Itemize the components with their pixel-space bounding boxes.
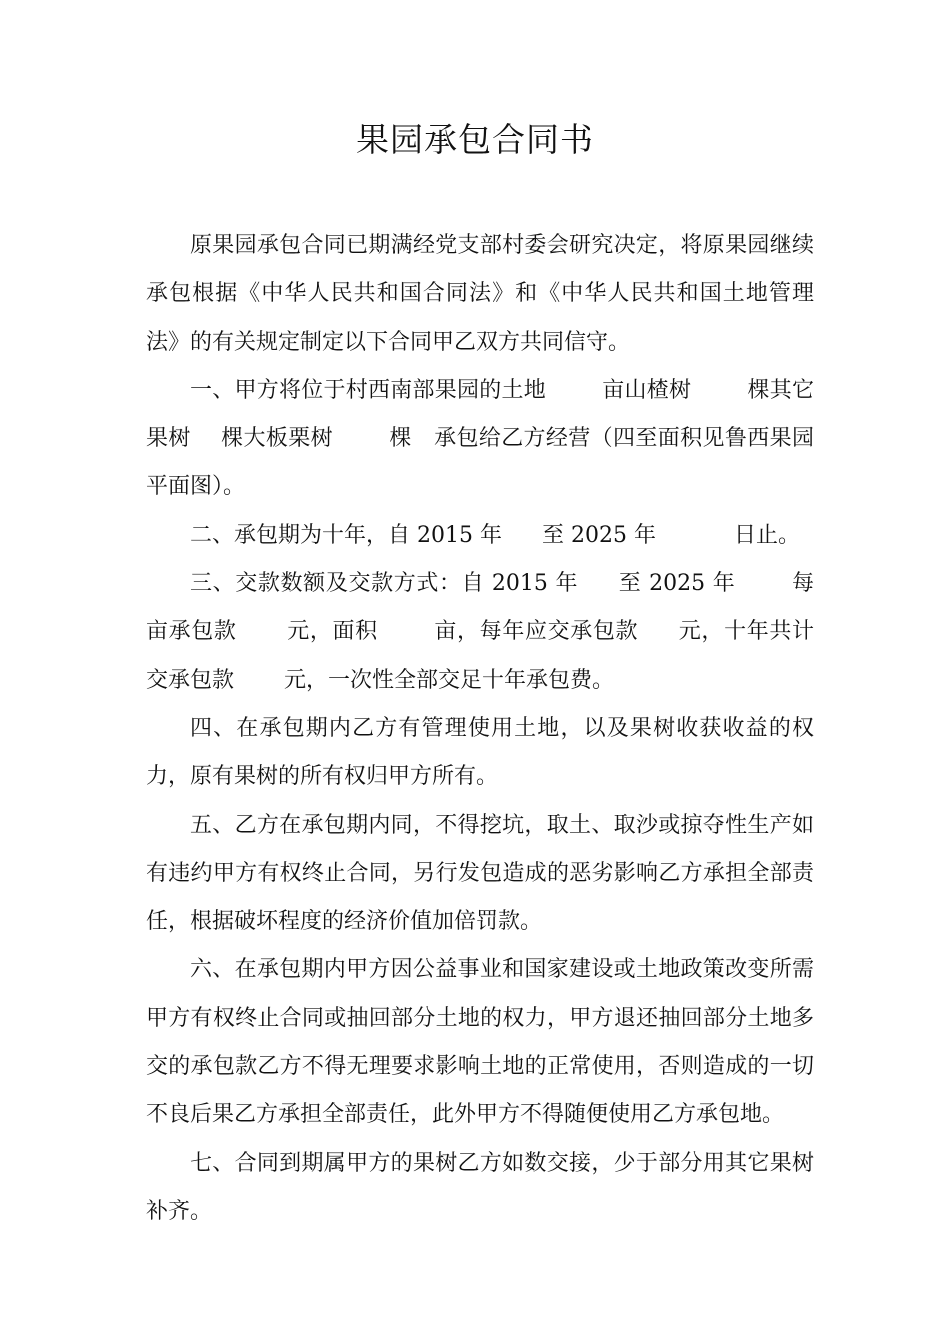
clause-3-part-7: 元，一次性全部交足十年承包费。	[284, 667, 615, 693]
clause-6: 六、在承包期内甲方因公益事业和国家建设或土地政策改变所需甲方有权终止合同或抽回部分土地的权力，甲方退还抽回部分土地多交的承包款乙方不得无理要求影响土地的正常使用，否则造成的一切不良后果乙方承担全部责任，此外甲方不得随便使用乙方承包地。	[146, 957, 814, 1128]
clause-3-part-4: 元，面积	[286, 619, 378, 645]
clause-7: 七、合同到期属甲方的果树乙方如数交接，少于部分用其它果树补齐。	[146, 1150, 814, 1224]
clause-3-part-6: 元，十年共计交承包款	[146, 619, 814, 693]
clause-1-part-4: 棵大板栗树	[220, 426, 333, 452]
clause-5: 五、乙方在承包期内同，不得挖坑，取土、取沙或掠夺性生产如有违约甲方有权终止合同，另行发包造成的恶劣影响乙方承担全部责任，根据破坏程度的经济价值加倍罚款。	[146, 812, 814, 935]
clause-1-part-2: 亩山楂树	[601, 377, 692, 403]
clause-3-part-3: 每亩承包款	[146, 571, 814, 645]
clause-2	[146, 512, 814, 560]
clause-3	[146, 560, 814, 705]
clause-2-part-2: 至 2025 年	[541, 522, 656, 548]
clause-3-part-2: 至 2025 年	[618, 571, 736, 597]
clause-2-part-1: 二、承包期为十年，自 2015 年	[190, 522, 502, 548]
document-title: 果园承包合同书	[356, 120, 594, 159]
clause-1	[146, 367, 814, 512]
clause-2-part-3: 日止。	[733, 522, 800, 548]
clause-1-part-6: 承包给乙方经营（四至面积见鲁西果园平面图）。	[146, 426, 814, 500]
clause-3-part-1: 三、交款数额及交款方式：自 2015 年	[190, 571, 579, 597]
clause-3-part-5: 亩，每年应交承包款	[433, 619, 639, 645]
intro-paragraph: 原果园承包合同已期满经党支部村委会研究决定，将原果园继续承包根据《中华人民共和国合同法》和《中华人民共和国土地管理法》的有关规定制定以下合同甲乙双方共同信守。	[146, 233, 814, 355]
clause-4: 四、在承包期内乙方有管理使用土地，以及果树收获收益的权力，原有果树的所有权归甲方所有。	[146, 715, 814, 790]
clause-1-part-3: 棵其它果树	[146, 377, 814, 452]
clause-1-part-1: 一、甲方将位于村西南部果园的土地	[190, 377, 546, 403]
document-body	[146, 222, 814, 1236]
clause-1-part-5: 棵	[388, 426, 412, 452]
